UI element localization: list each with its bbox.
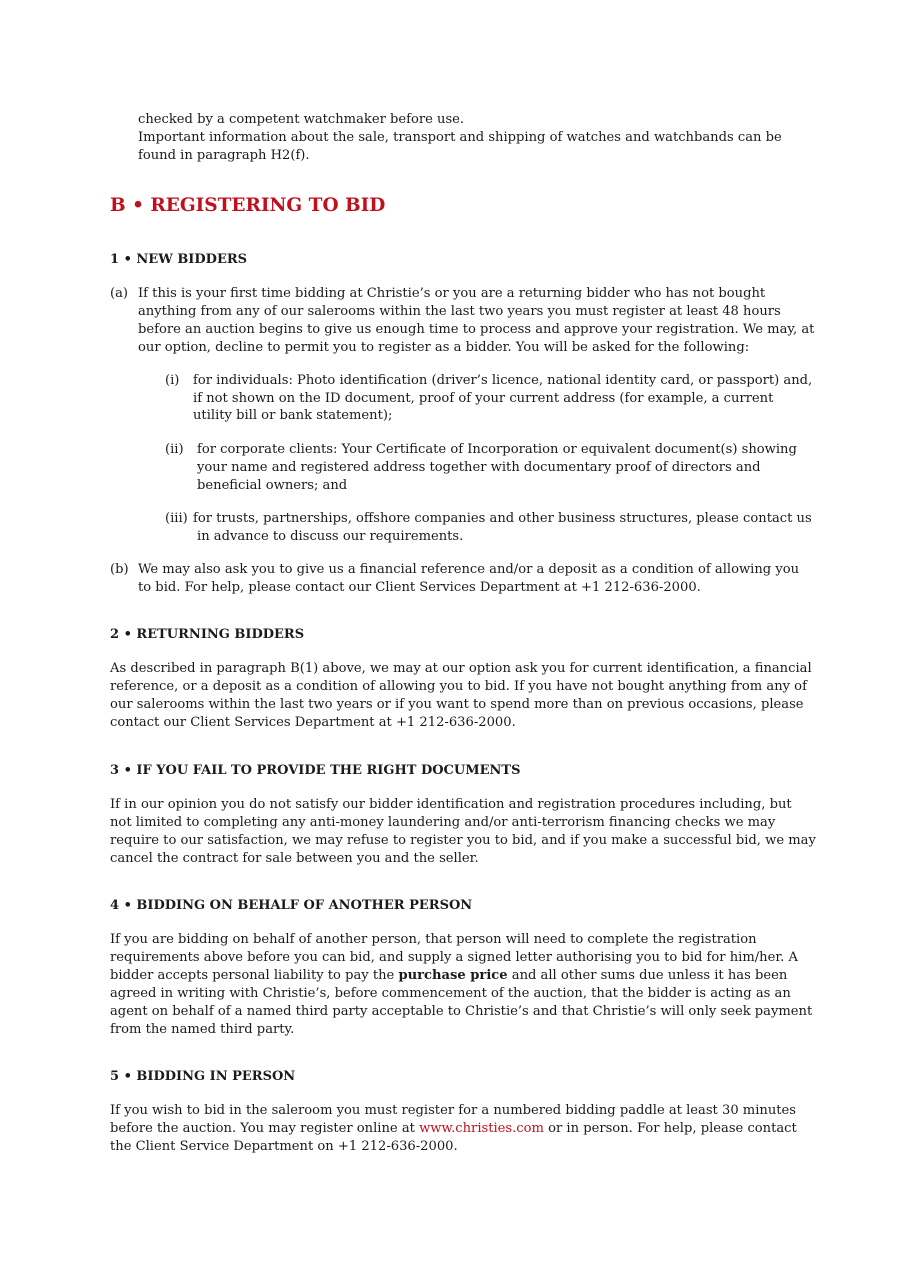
- intro-line-3: found in paragraph H2(f).: [138, 148, 310, 163]
- item-a-label: (a): [110, 286, 129, 301]
- christies-website-link[interactable]: www.christies.com: [419, 1121, 544, 1136]
- in-person-text: or in person. For help, please contact: [543, 1121, 797, 1136]
- item-i-line: utility bill or bank statement);: [193, 408, 393, 423]
- item-a-line: If this is your first time bidding at Christie’s or you are a returning bidder who has not bought: [138, 286, 766, 301]
- in-person-text: before the auction. You may register online at: [110, 1121, 420, 1136]
- item-ii-label: (ii): [165, 442, 184, 457]
- heading-behalf: 4 • BIDDING ON BEHALF OF ANOTHER PERSON: [110, 898, 473, 913]
- in-person-line: the Client Service Department on +1 212-636-2000.: [110, 1139, 458, 1154]
- item-ii-line: your name and registered address together with documentary proof of directors and: [197, 460, 761, 475]
- item-iii-line: for trusts, partnerships, offshore companies and other business structures, please contact us: [193, 511, 812, 526]
- documents-line: require to our satisfaction, we may refuse to register you to bid, and if you make a successful bid, we may: [110, 833, 816, 848]
- item-iii-line: in advance to discuss our requirements.: [197, 529, 464, 544]
- item-i-label: (i): [165, 373, 180, 388]
- intro-line-2: Important information about the sale, transport and shipping of watches and watchbands can be: [138, 130, 782, 145]
- heading-returning-bidders: 2 • RETURNING BIDDERS: [110, 627, 305, 642]
- item-b-line: to bid. For help, please contact our Client Services Department at +1 212-636-2000.: [138, 580, 701, 595]
- returning-line: As described in paragraph B(1) above, we may at our option ask you for current identification, a financial: [110, 661, 812, 676]
- heading-new-bidders: 1 • NEW BIDDERS: [110, 252, 248, 267]
- heading-in-person: 5 • BIDDING IN PERSON: [110, 1069, 296, 1084]
- documents-line: cancel the contract for sale between you and the seller.: [110, 851, 479, 866]
- section-title: B • REGISTERING TO BID: [110, 195, 386, 216]
- documents-line: not limited to completing any anti-money laundering and/or anti-terrorism financing checks we may: [110, 815, 776, 830]
- returning-line: our salerooms within the last two years or if you want to spend more than on previous occasions, please: [110, 697, 804, 712]
- item-b-label: (b): [110, 562, 129, 577]
- behalf-line: from the named third party.: [110, 1022, 295, 1037]
- behalf-line: If you are bidding on behalf of another person, that person will need to complete the registration: [110, 932, 757, 947]
- item-iii-label: (iii): [165, 511, 188, 526]
- returning-line: reference, or a deposit as a condition of allowing you to bid. If you have not bought anything from any of: [110, 679, 807, 694]
- in-person-line: [110, 1120, 797, 1138]
- item-b-line: We may also ask you to give us a financial reference and/or a deposit as a condition of allowing you: [138, 562, 800, 577]
- item-a-line: our option, decline to permit you to register as a bidder. You will be asked for the following:: [138, 340, 750, 355]
- in-person-line: If you wish to bid in the saleroom you must register for a numbered bidding paddle at least 30 minutes: [110, 1103, 797, 1118]
- item-i-line: for individuals: Photo identification (driver’s licence, national identity card, or passport) and,: [193, 373, 813, 388]
- behalf-text: and all other sums due unless it has been: [507, 968, 788, 983]
- behalf-line: [110, 967, 787, 985]
- documents-line: If in our opinion you do not satisfy our bidder identification and registration procedures including, but: [110, 797, 792, 812]
- item-ii-line: for corporate clients: Your Certificate of Incorporation or equivalent document(s) showing: [197, 442, 797, 457]
- item-a-line: anything from any of our salerooms within the last two years you must register at least 48 hours: [138, 304, 781, 319]
- purchase-price-term: purchase price: [398, 968, 508, 983]
- item-ii-line: beneficial owners; and: [197, 478, 348, 493]
- behalf-text: bidder accepts personal liability to pay the: [110, 968, 399, 983]
- item-i-line: if not shown on the ID document, proof of your current address (for example, a current: [193, 391, 774, 406]
- item-a-line: before an auction begins to give us enough time to process and approve your registration. We may, at: [138, 322, 815, 337]
- intro-line-1: checked by a competent watchmaker before use.: [138, 112, 465, 127]
- behalf-line: agreed in writing with Christie’s, before commencement of the auction, that the bidder is acting as an: [110, 986, 791, 1001]
- behalf-line: requirements above before you can bid, and supply a signed letter authorising you to bid for him/her. A: [110, 950, 798, 965]
- heading-right-documents: 3 • IF YOU FAIL TO PROVIDE THE RIGHT DOCUMENTS: [110, 763, 521, 778]
- returning-line: contact our Client Services Department at +1 212-636-2000.: [110, 715, 516, 730]
- behalf-line: agent on behalf of a named third party acceptable to Christie’s and that Christie’s will only seek payment: [110, 1004, 813, 1019]
